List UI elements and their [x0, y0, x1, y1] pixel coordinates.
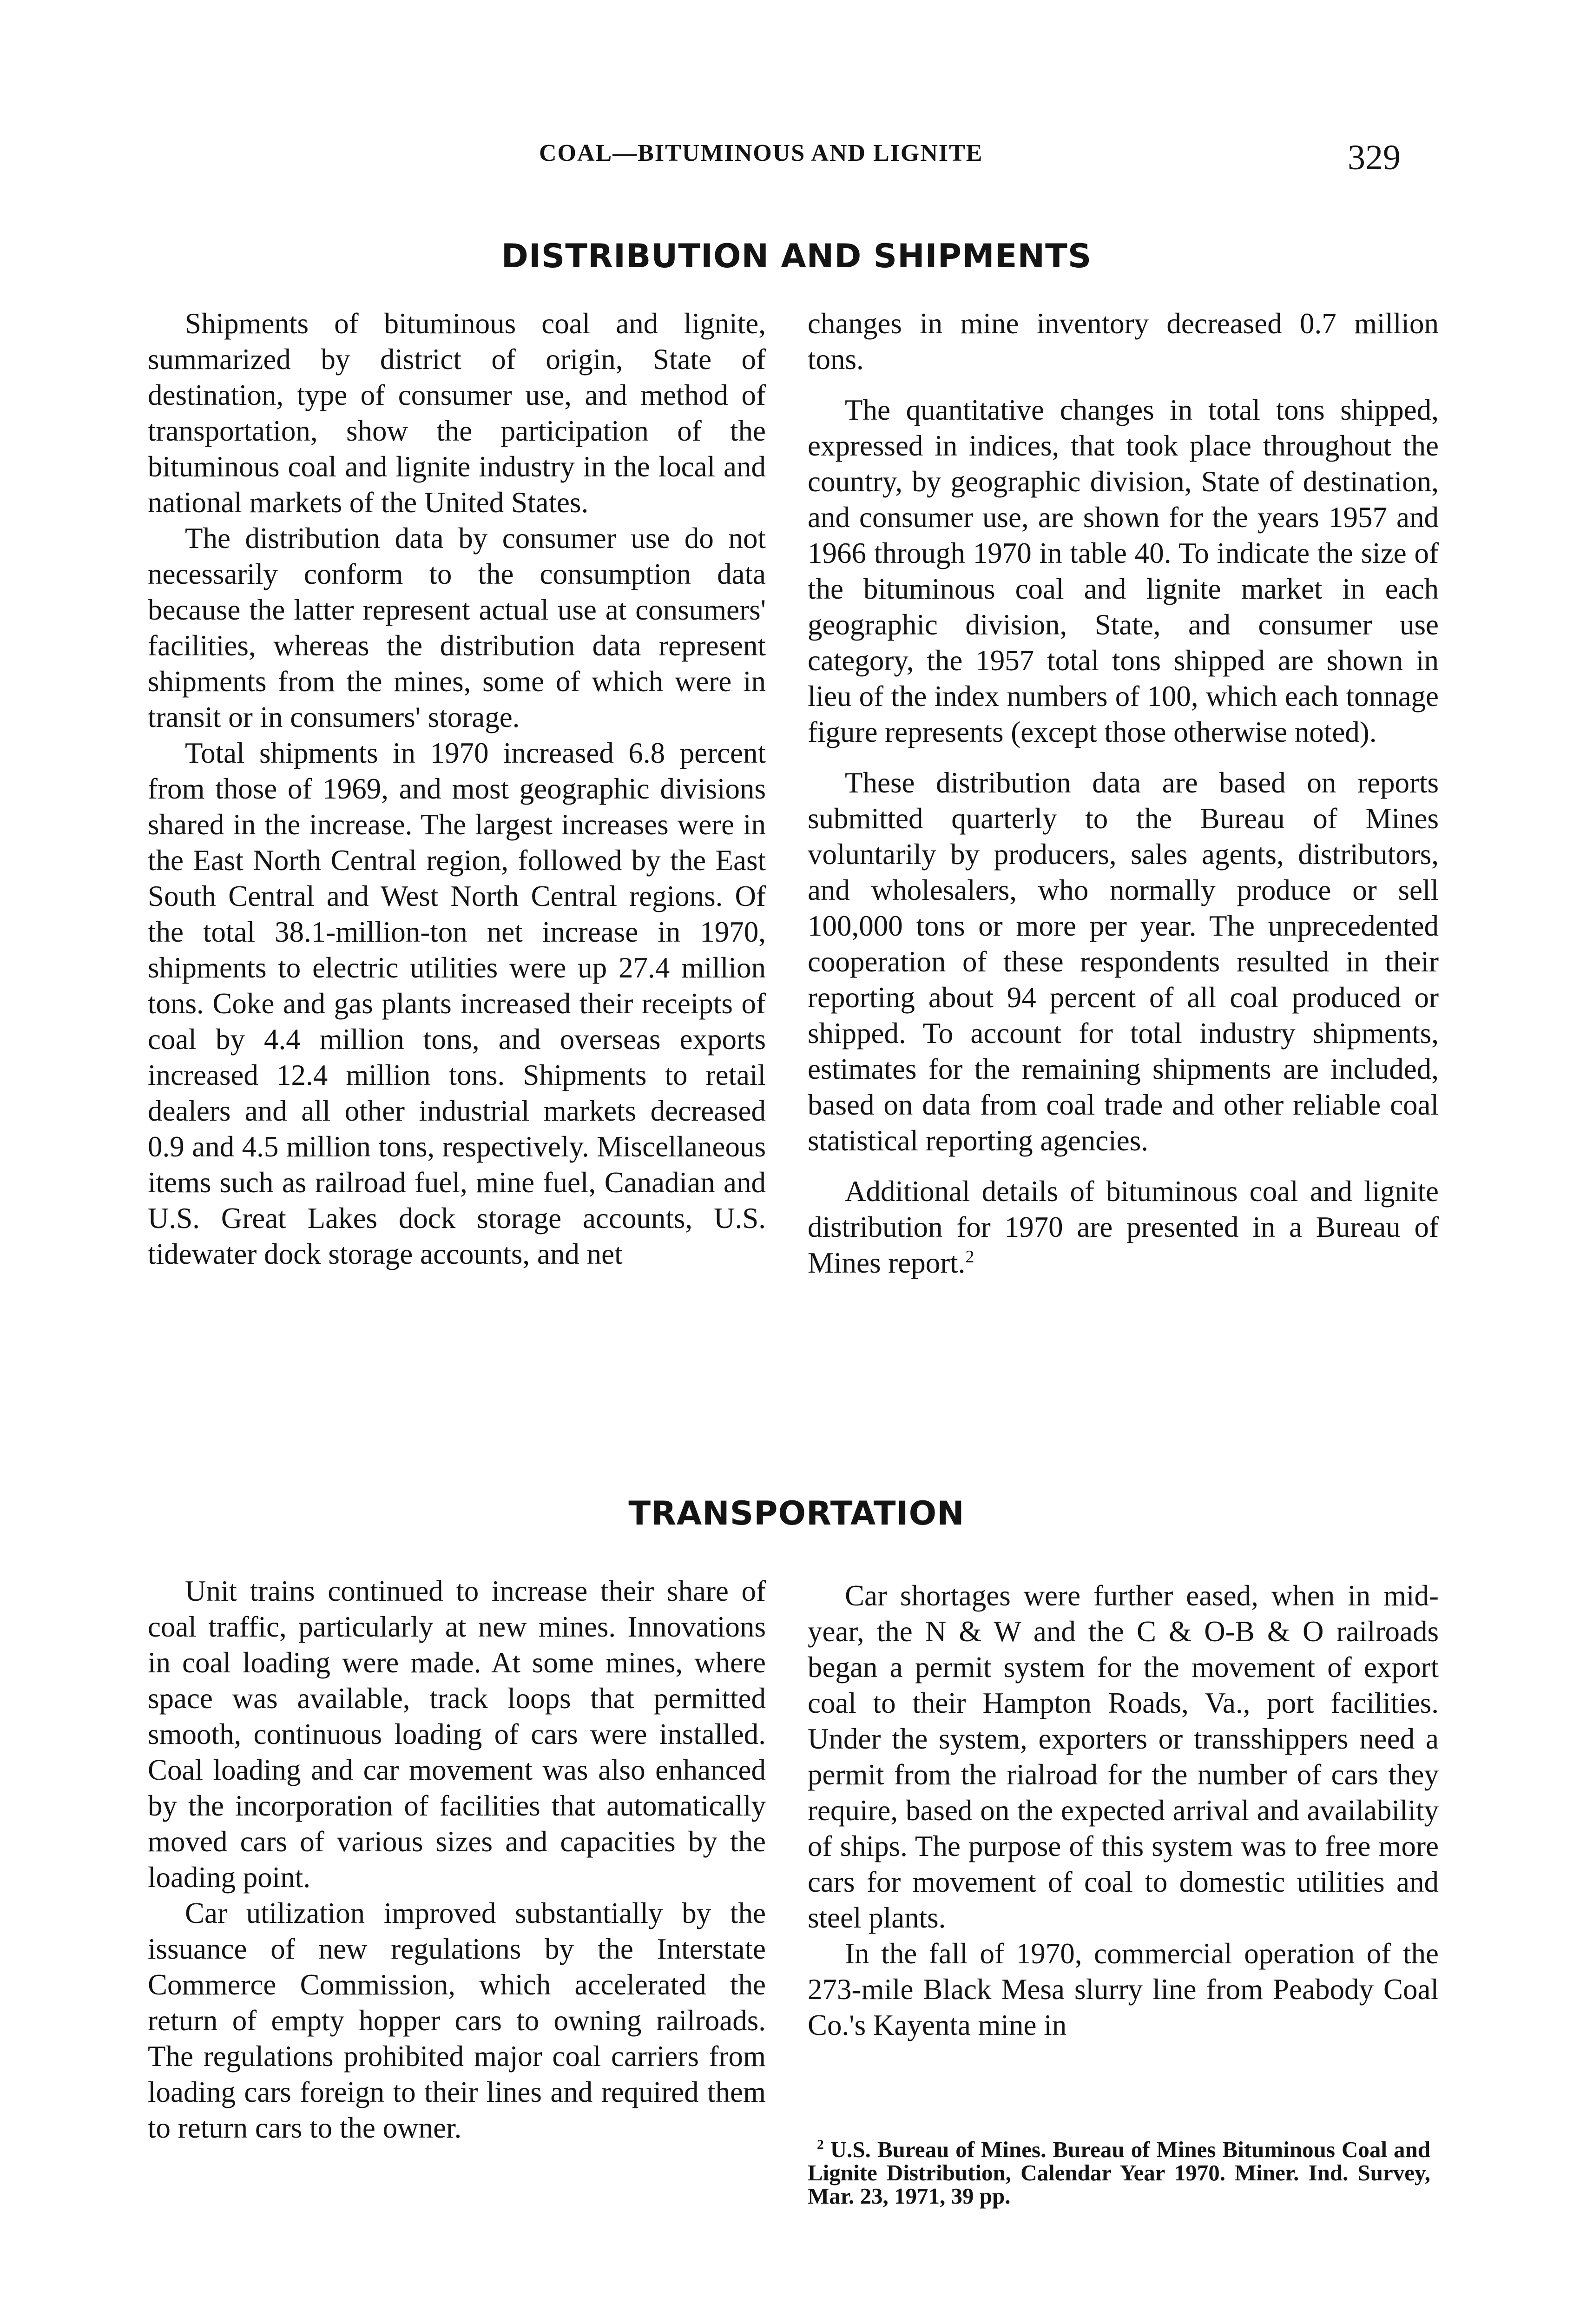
page-number: 329: [1348, 138, 1401, 177]
footnote-reference: 2: [965, 1247, 974, 1267]
footnote-marker: 2: [817, 2137, 824, 2152]
paragraph-text: Additional details of bituminous coal and lignite distribution for 1970 are presented in a Bureau of Mines report.: [808, 1175, 1439, 1279]
paragraph: Total shipments in 1970 increased 6.8 percent from those of 1969, and most geographic divisions shared in the increase. The largest increases were in the East North Central region, followed by the East South Central and West North Central regions. Of the total 38.1-million-ton net increase in 1970, shipments to electric utilities were up 27.4 million tons. Coke and gas plants increased their receipts of coal by 4.4 million tons, and overseas exports increased 12.4 million tons. Shipments to retail dealers and all other industrial markets decreased 0.9 and 4.5 million tons, respectively. Miscellaneous items such as railroad fuel, mine fuel, Canadian and U.S. Great Lakes dock storage accounts, U.S. tidewater dock storage accounts, and net: [148, 737, 766, 1270]
paragraph: Car utilization improved substantially by the issuance of new regulations by the Interstate Commerce Commission, which accelerated the return of empty hopper cars to owning railroads. The regulations prohibited major coal carriers from loading cars foreign to their lines and required them to return cars to the owner.: [148, 1897, 766, 2144]
section-title-transportation: TRANSPORTATION: [628, 1494, 965, 1532]
footnote-text: U.S. Bureau of Mines. Bureau of Mines Bituminous Coal and Lignite Distribution, Calendar Year 1970. Miner. Ind. Survey, Mar. 23, 1971, 39 pp.: [808, 2137, 1430, 2209]
transportation-left-column: [148, 1573, 766, 2146]
paragraph: These distribution data are based on reports submitted quarterly to the Bureau of Mines voluntarily by producers, sales agents, distributors, and wholesalers, who normally produce or sell 100,000 tons or more per year. The unprecedented cooperation of these respondents resulted in their reporting about 94 percent of all coal produced or shipped. To account for total industry shipments, estimates for the remaining shipments are included, based on data from coal trade and other reliable coal statistical reporting agencies.: [808, 766, 1439, 1157]
paragraph: Shipments of bituminous coal and lignite, summarized by district of origin, State of destination, type of consumer use, and method of transportation, show the participation of the bituminous coal and lignite industry in the local and national markets of the United States.: [148, 307, 766, 519]
paragraph: Car shortages were further eased, when in mid-year, the N & W and the C & O-B & O railroads began a permit system for the movement of export coal to their Hampton Roads, Va., port facilities. Under the system, exporters or transshippers need a permit from the rialroad for the number of cars they require, based on the expected arrival and availability of ships. The purpose of this system was to free more cars for movement of coal to domestic utilities and steel plants.: [808, 1579, 1439, 1934]
distribution-right-column: [808, 306, 1439, 1296]
paragraph: The quantitative changes in total tons shipped, expressed in indices, that took place throughout the country, by geographic division, State of destination, and consumer use, are shown for the years 1957 and 1966 through 1970 in table 40. To indicate the size of the bituminous coal and lignite market in each geographic division, State, and consumer use category, the 1957 total tons shipped are shown in lieu of the index numbers of 100, which each tonnage figure represents (except those otherwise noted).: [808, 394, 1439, 748]
paragraph: The distribution data by consumer use do not necessarily conform to the consumption data because the latter represent actual use at consumers' facilities, whereas the distribution data represent shipments from the mines, some of which were in transit or in consumers' storage.: [148, 522, 766, 733]
distribution-left-column: [148, 306, 766, 1272]
transportation-right-column: [808, 1578, 1439, 2058]
paragraph-with-footnote-ref: [808, 1174, 1439, 1281]
paragraph: Unit trains continued to increase their share of coal traffic, particularly at new mines. Innovations in coal loading were made. At some mines, where space was available, track loops that permitted smooth, continuous loading of cars were installed. Coal loading and car movement was also enhanced by the incorporation of facilities that automatically moved cars of various sizes and capacities by the loading point.: [148, 1575, 766, 1894]
paragraph: In the fall of 1970, commercial operation of the 273-mile Black Mesa slurry line from Peabody Coal Co.'s Kayenta mine in: [808, 1937, 1439, 2041]
paragraph: changes in mine inventory decreased 0.7 million tons.: [808, 307, 1439, 376]
footnote: [808, 2138, 1430, 2208]
running-head: COAL—BITUMINOUS AND LIGNITE: [539, 140, 983, 166]
section-title-distribution: DISTRIBUTION AND SHIPMENTS: [501, 237, 1092, 275]
